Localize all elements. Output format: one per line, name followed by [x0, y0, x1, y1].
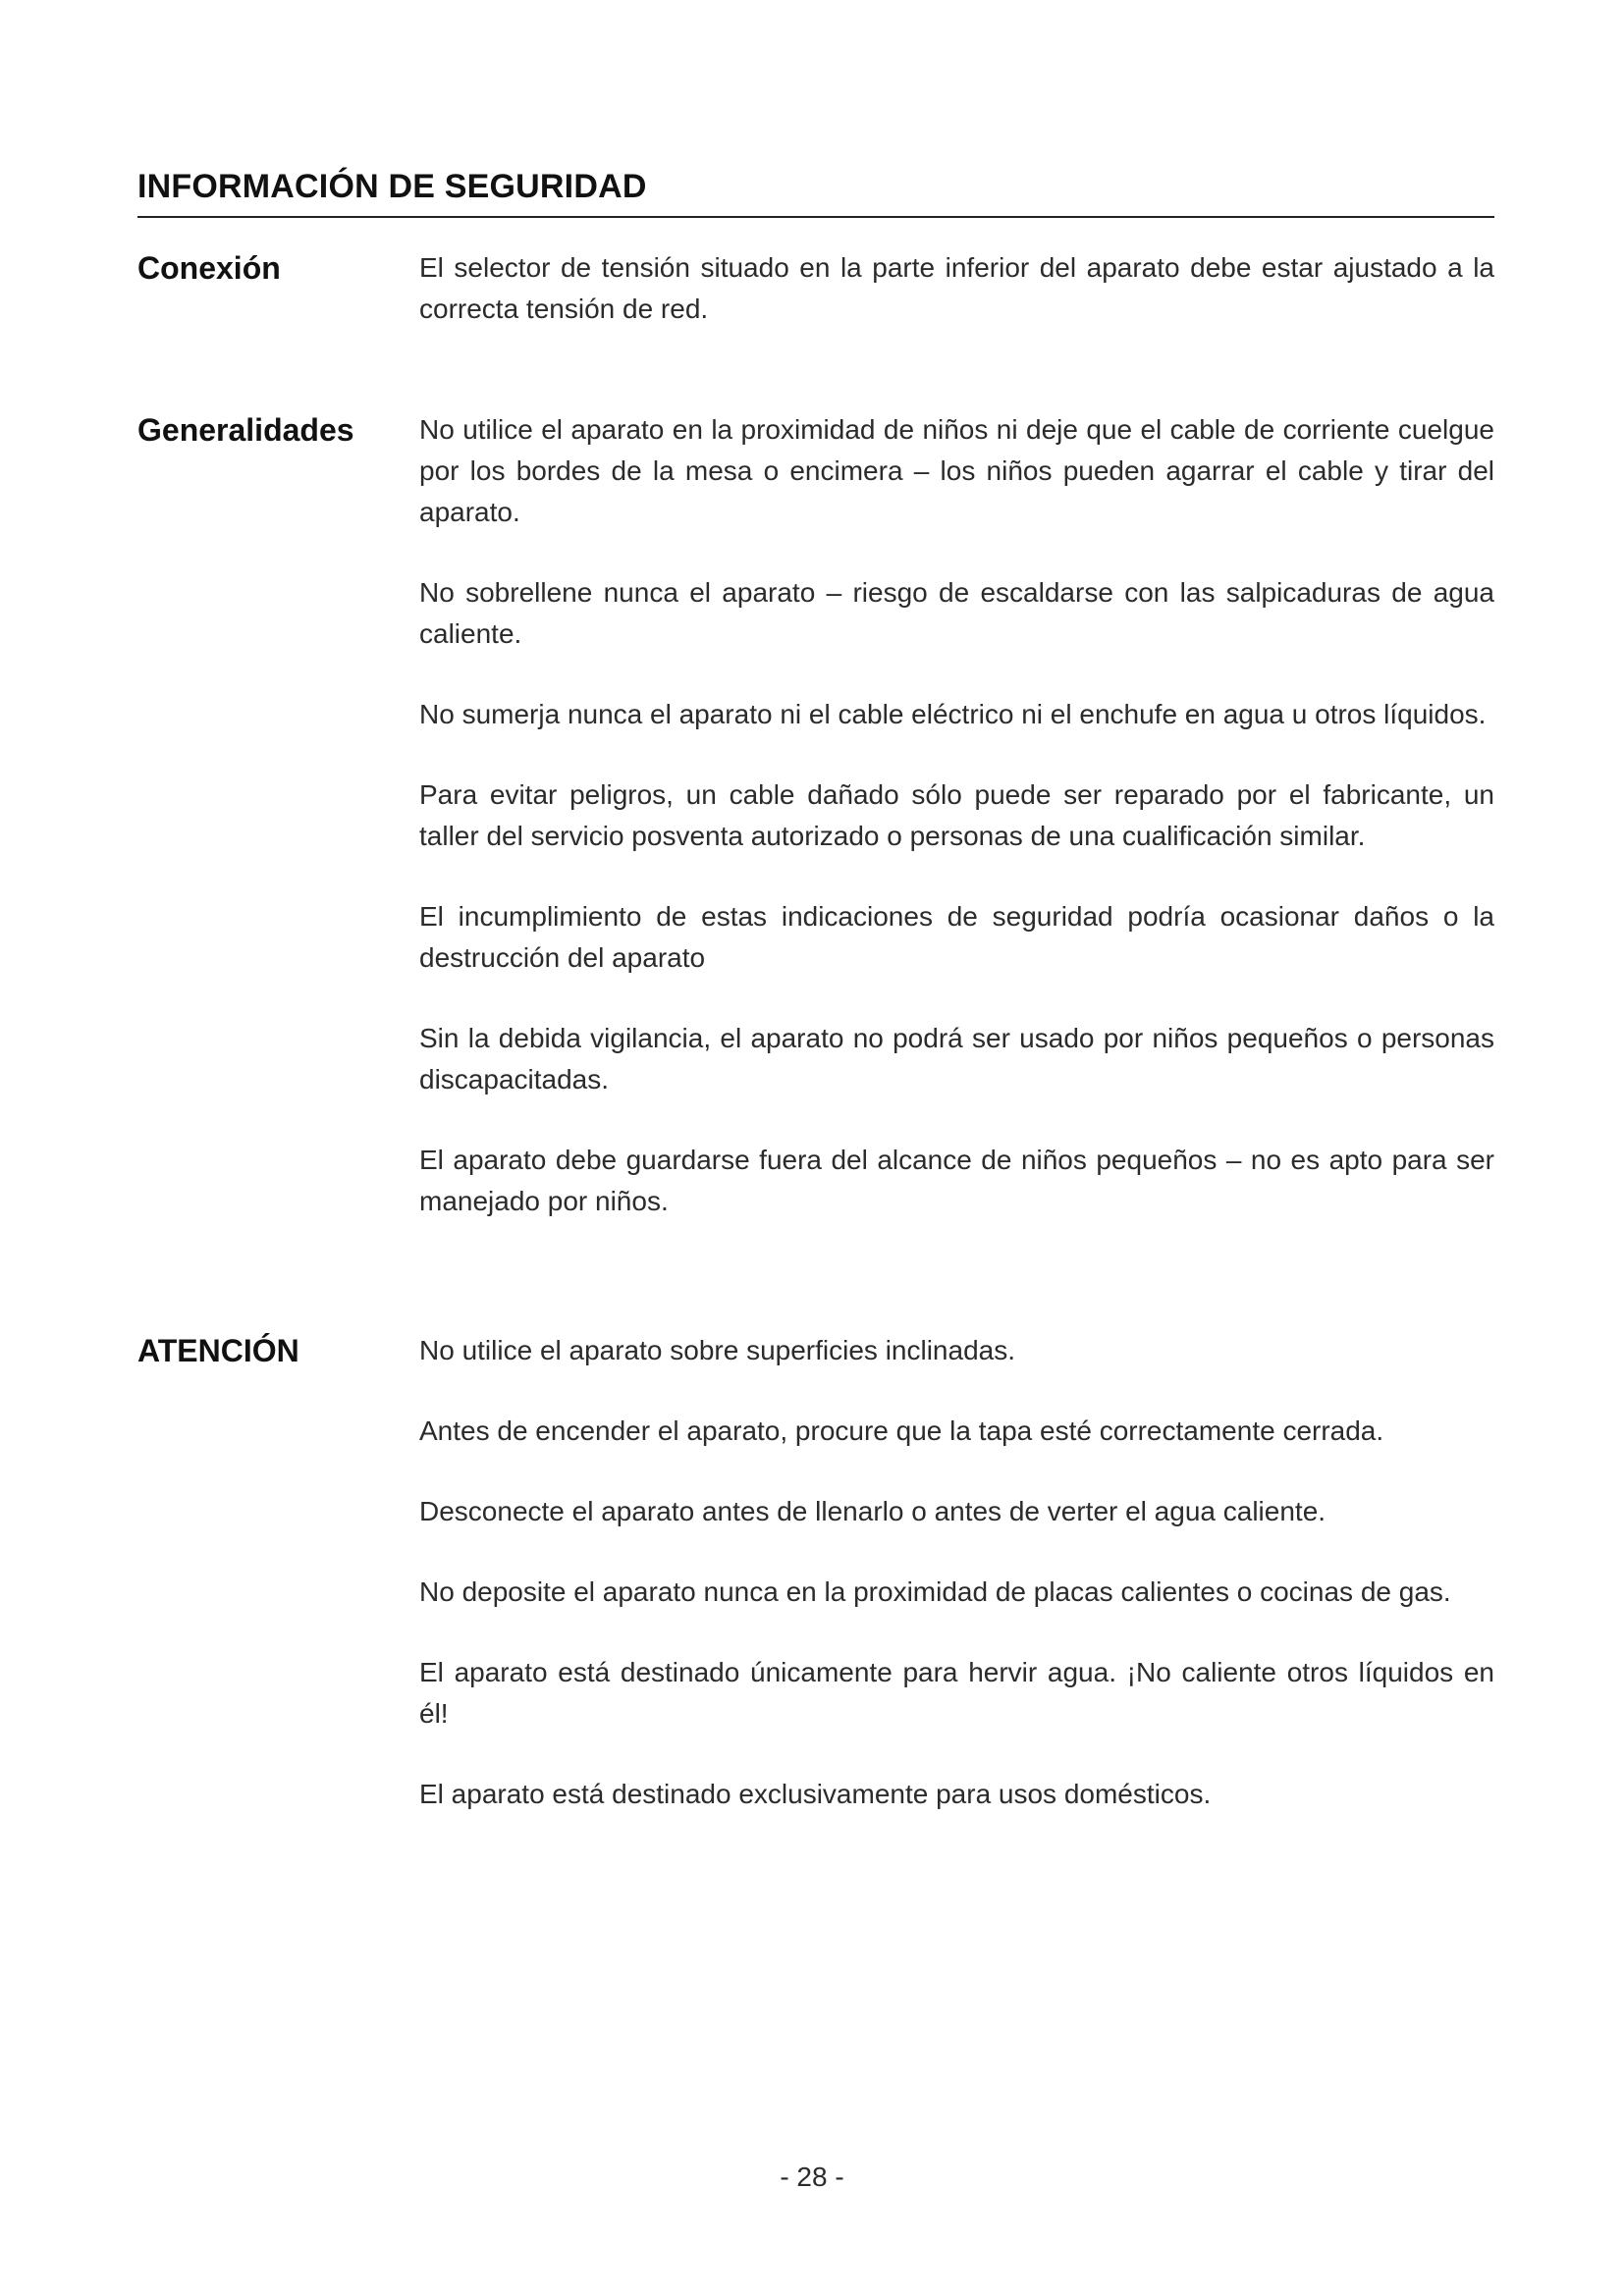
section-label-atencion: ATENCIÓN: [137, 1333, 299, 1368]
paragraph: No sobrellene nunca el aparato – riesgo de escaldarse con las salpicaduras de agua caliente.: [419, 577, 1494, 649]
paragraph: No deposite el aparato nunca en la proximidad de placas calientes o cocinas de gas.: [419, 1576, 1451, 1607]
section-label-conexion: Conexión: [137, 250, 281, 286]
paragraph: Antes de encender el aparato, procure que la tapa esté correctamente cerrada.: [419, 1415, 1384, 1446]
paragraph: No utilice el aparato en la proximidad de niños ni deje que el cable de corriente cuelgue por los bordes de la mesa o encimera – los niños pueden agarrar el cable y tirar del aparato.: [419, 414, 1494, 527]
section-label-generalidades: Generalidades: [137, 412, 354, 448]
paragraph: Desconecte el aparato antes de llenarlo o antes de verter el agua caliente.: [419, 1496, 1326, 1526]
paragraph: Para evitar peligros, un cable dañado sólo puede ser reparado por el fabricante, un taller del servicio posventa autorizado o personas de una cualificación similar.: [419, 779, 1494, 851]
section-body-generalidades: [419, 409, 1494, 1222]
paragraph: El aparato debe guardarse fuera del alcance de niños pequeños – no es apto para ser manejado por niños.: [419, 1145, 1494, 1216]
title-divider: [137, 216, 1494, 218]
paragraph: El incumplimiento de estas indicaciones de seguridad podría ocasionar daños o la destrucción del aparato: [419, 901, 1494, 973]
page-number: - 28 -: [780, 2162, 844, 2192]
paragraph: El aparato está destinado únicamente para hervir agua. ¡No caliente otros líquidos en él!: [419, 1657, 1494, 1729]
paragraph: El selector de tensión situado en la parte inferior del aparato debe estar ajustado a la correcta tensión de red.: [419, 252, 1494, 324]
paragraph: Sin la debida vigilancia, el aparato no podrá ser usado por niños pequeños o personas discapacitadas.: [419, 1023, 1494, 1095]
page-title: INFORMACIÓN DE SEGURIDAD: [137, 168, 647, 205]
page-header: [137, 167, 1494, 218]
paragraph: El aparato está destinado exclusivamente para usos domésticos.: [419, 1779, 1212, 1809]
section-body-conexion: [419, 247, 1494, 330]
paragraph: No sumerja nunca el aparato ni el cable eléctrico ni el enchufe en agua u otros líquidos.: [419, 699, 1487, 729]
section-body-atencion: [419, 1330, 1494, 1815]
paragraph: No utilice el aparato sobre superficies inclinadas.: [419, 1335, 1015, 1365]
